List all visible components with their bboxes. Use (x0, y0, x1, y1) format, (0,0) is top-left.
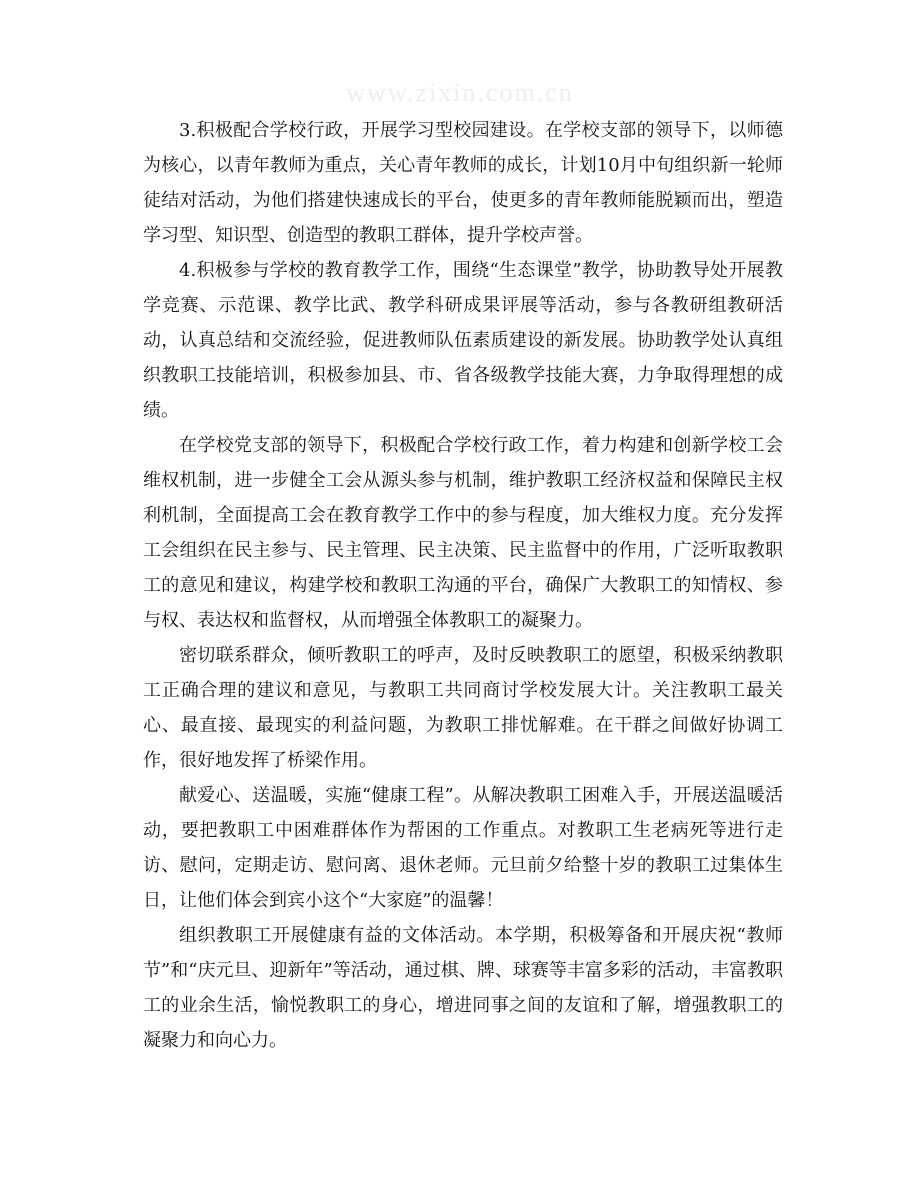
paragraph-contact-masses: 密切联系群众，倾听教职工的呼声，及时反映教职工的愿望，积极采纳教职工正确合理的建议和意见，与教职工共同商讨学校发展大计。关注教职工最关心、最直接、最现实的利益问题，为教职工排忧解难。在干群之间做好协调工作，很好地发挥了桥梁作用。 (143, 645, 783, 771)
watermark: www.zixin.com.cn (346, 78, 574, 107)
paragraph-teaching-work: 4.积极参与学校的教育教学工作，围绕“生态课堂”教学，协助教导处开展教学竞赛、示范课、教学比武、教学科研成果评展等活动，参与各教研组教研活动，认真总结和交流经验，促进教师队伍素质建设的新发展。协助教学处认真组织教职工技能培训，积极参加县、市、省各级教学技能大赛，力争取得理想的成绩。 (143, 260, 783, 421)
document-body (143, 113, 783, 1058)
paragraph-rights-mechanism: 在学校党支部的领导下，积极配合学校行政工作，着力构建和创新学校工会维权机制，进一步健全工会从源头参与机制，维护教职工经济权益和保障民主权利机制，全面提高工会在教育教学工作中的参与程度，加大维权力度。充分发挥工会组织在民主参与、民主管理、民主决策、民主监督中的作用，广泛听取教职工的意见和建议，构建学校和教职工沟通的平台，确保广大教职工的知情权、参与权、表达权和监督权，从而增强全体教职工的凝聚力。 (143, 435, 783, 631)
paragraph-school-construction: 3.积极配合学校行政，开展学习型校园建设。在学校支部的领导下，以师德为核心，以青年教师为重点，关心青年教师的成长，计划10月中旬组织新一轮师徒结对活动，为他们搭建快速成长的平台，使更多的青年教师能脱颖而出，塑造学习型、知识型、创造型的教职工群体，提升学校声誉。 (143, 120, 783, 246)
paragraph-cultural-activities: 组织教职工开展健康有益的文体活动。本学期，积极筹备和开展庆祝“教师节”和“庆元旦、迎新年”等活动，通过棋、牌、球赛等丰富多彩的活动，丰富教职工的业余生活，愉悦教职工的身心，增进同事之间的友谊和了解，增强教职工的凝聚力和向心力。 (143, 925, 783, 1051)
paragraph-care-warmth: 献爱心、送温暖，实施“健康工程”。从解决教职工困难入手，开展送温暖活动，要把教职工中困难群体作为帮困的工作重点。对教职工生老病死等进行走访、慰问，定期走访、慰问离、退休老师。元旦前夕给整十岁的教职工过集体生日，让他们体会到宾小这个“大家庭”的温馨！ (143, 785, 783, 911)
